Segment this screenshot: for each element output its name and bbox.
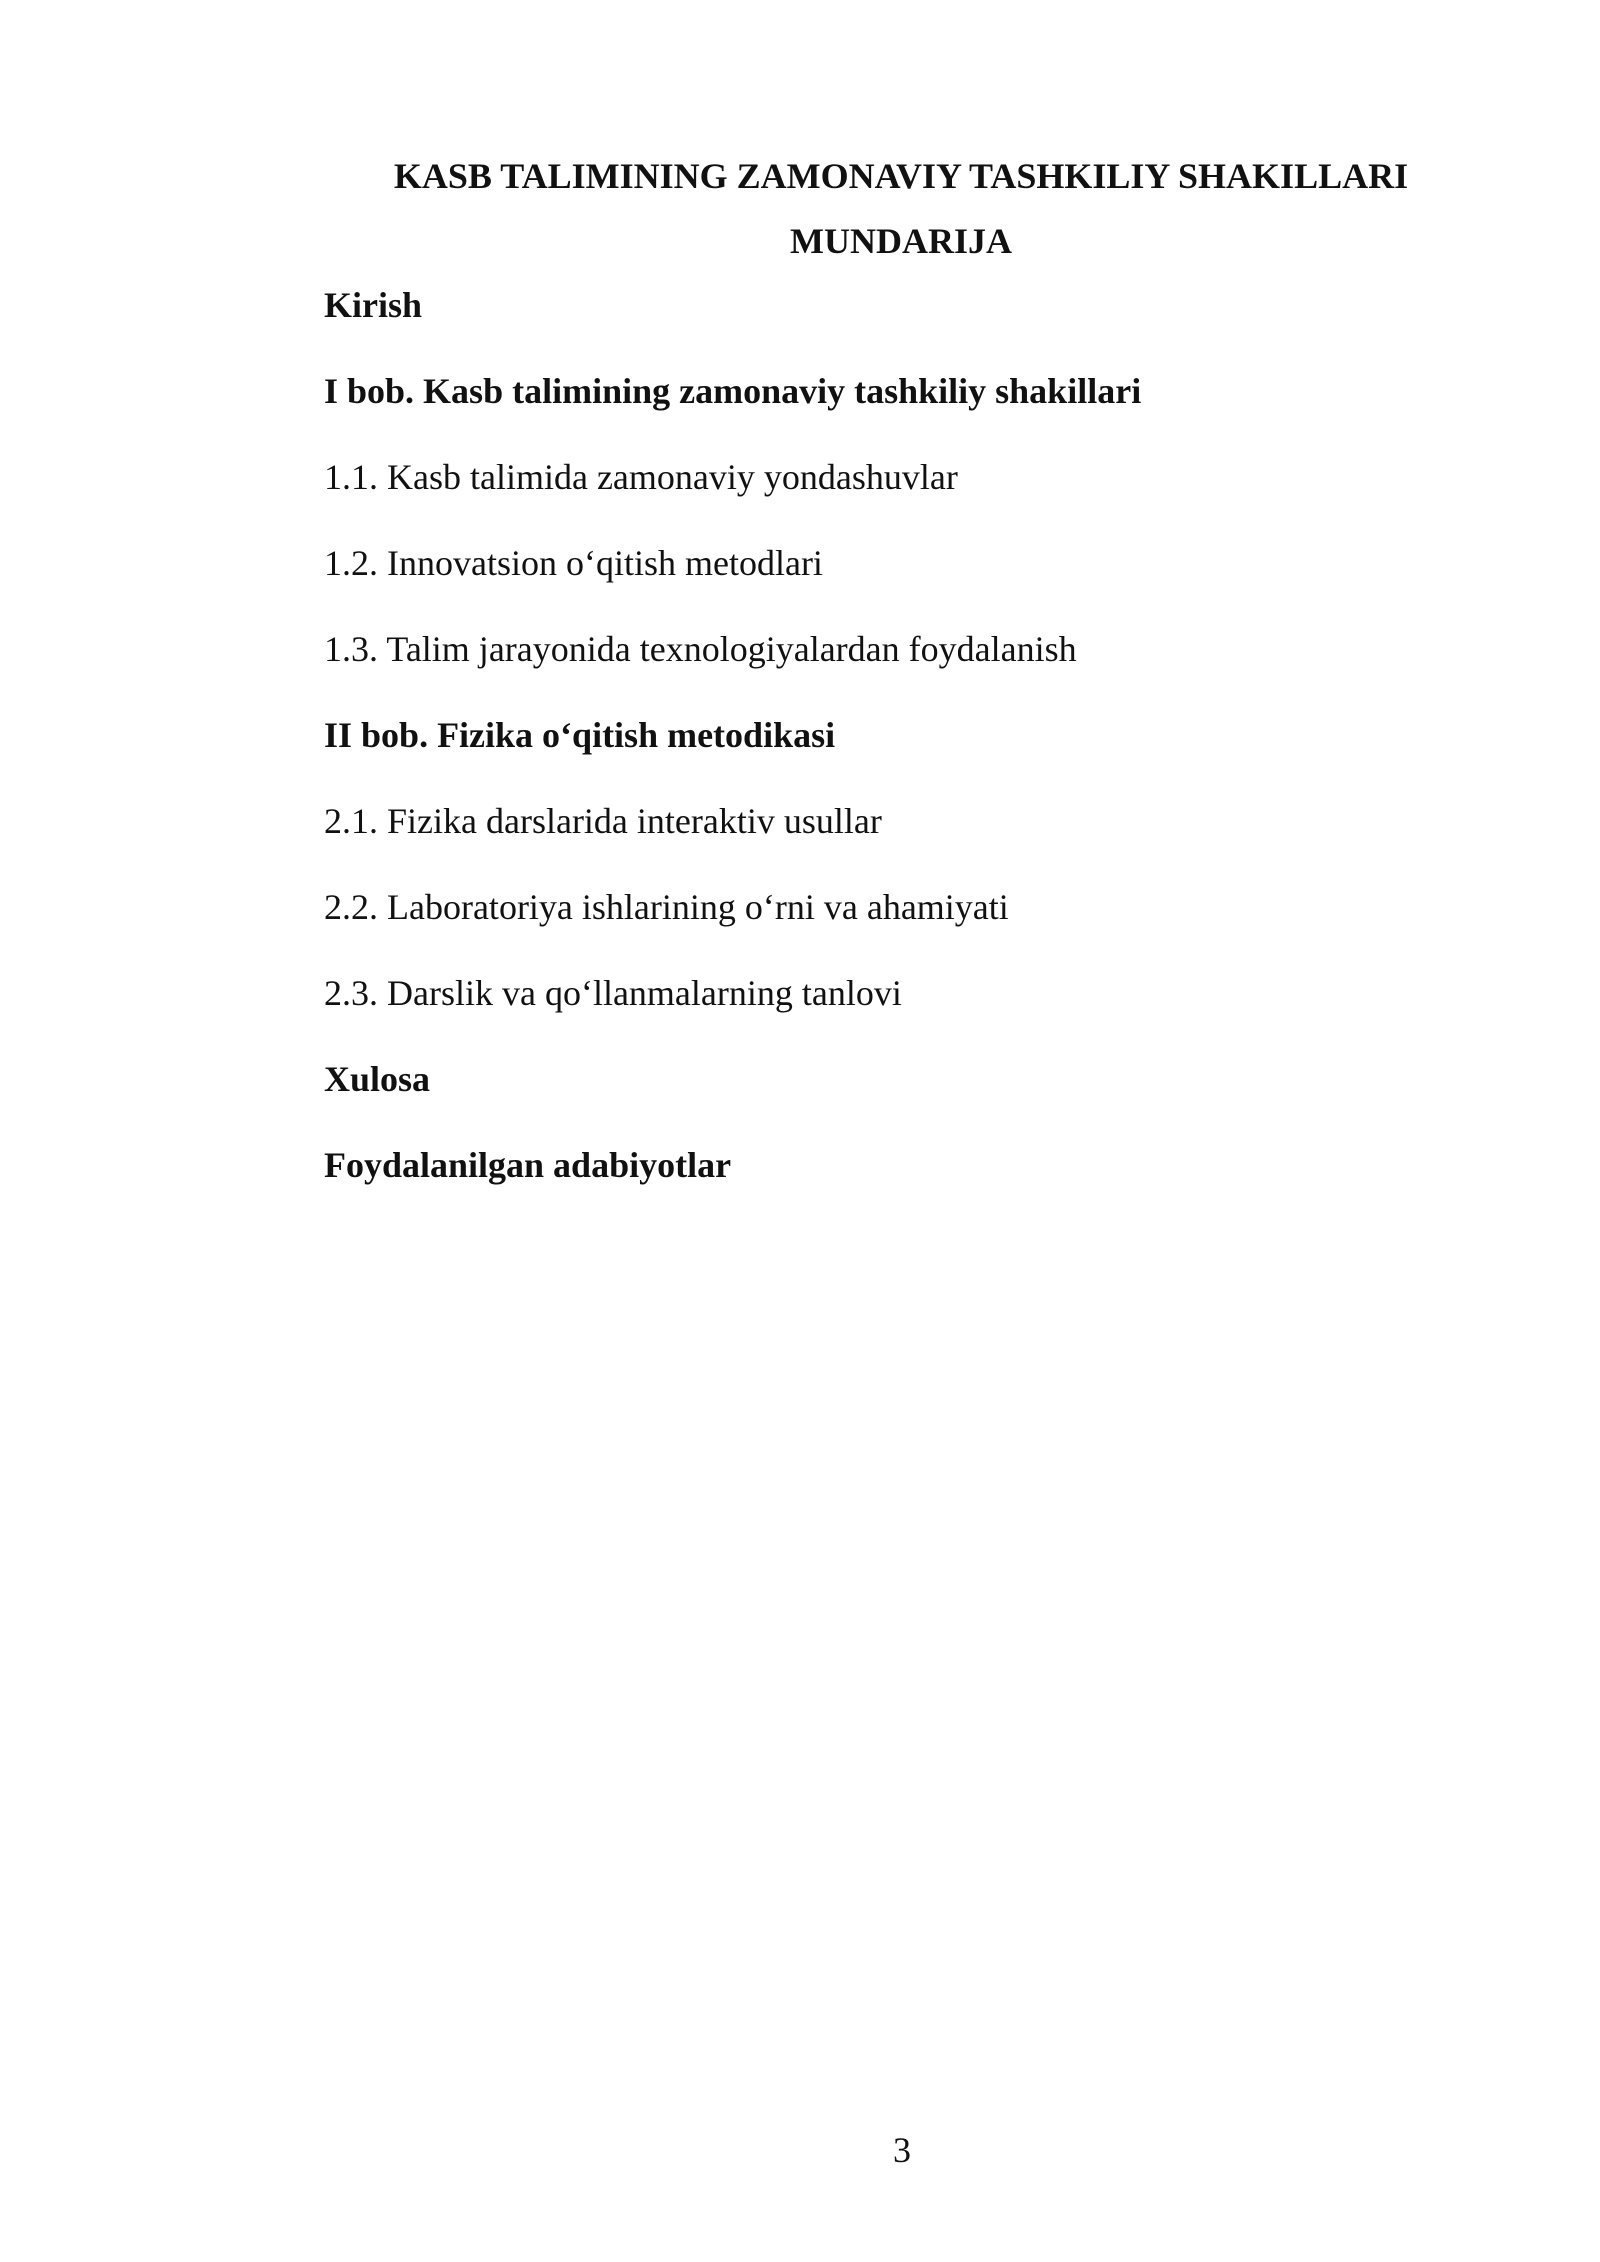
toc-item-1-2: 1.2. Innovatsion o‘qitish metodlari (324, 543, 823, 583)
toc-item-chapter-2: II bob. Fizika o‘qitish metodikasi (324, 715, 836, 755)
toc-item-kirish: Kirish (324, 285, 423, 325)
toc-item-2-1: 2.1. Fizika darslarida interaktiv usullar (324, 801, 882, 841)
toc-item-2-2: 2.2. Laboratoriya ishlarining o‘rni va ahamiyati (324, 887, 1009, 927)
toc-item-1-3: 1.3. Talim jarayonida texnologiyalardan foydalanish (324, 629, 1077, 669)
toc-item-references: Foydalanilgan adabiyotlar (324, 1145, 732, 1185)
toc-item-xulosa: Xulosa (324, 1059, 431, 1099)
page-number: 3 (893, 2130, 911, 2170)
toc-item-chapter-1: I bob. Kasb talimining zamonaviy tashkiliy shakillari (324, 371, 1142, 411)
document-title: KASB TALIMINING ZAMONAVIY TASHKILIY SHAKILLARI (393, 156, 1409, 196)
toc-heading: MUNDARIJA (790, 221, 1012, 261)
toc-item-1-1: 1.1. Kasb talimida zamonaviy yondashuvlar (324, 457, 958, 497)
toc-item-2-3: 2.3. Darslik va qo‘llanmalarning tanlovi (324, 973, 902, 1013)
